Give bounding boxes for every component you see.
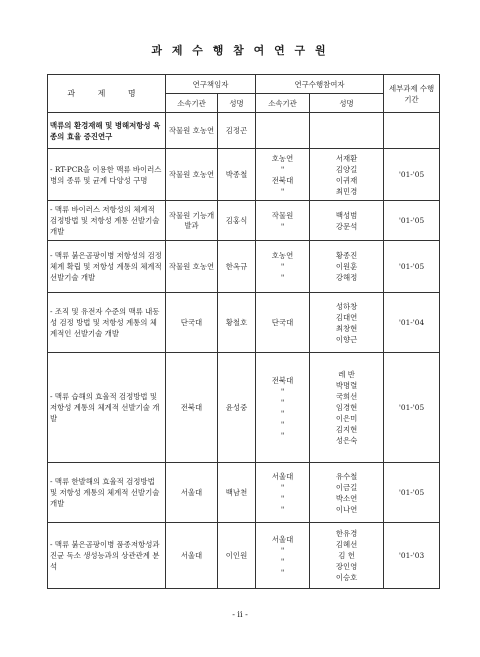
project-name: 맥류의 환경재해 및 병해저항성 육종의 효율 증진연구 <box>48 113 166 149</box>
participant-names-item: 이원훈 <box>335 262 358 271</box>
period: '01-'05 <box>384 353 440 463</box>
participant-orgs <box>256 353 310 463</box>
participant-names-item: 백성범 <box>335 210 358 220</box>
leader-org: 단국대 <box>166 293 218 353</box>
participant-orgs-item: 서울대 <box>271 471 294 481</box>
table-row <box>48 523 440 589</box>
participant-names-item: 최창현 <box>335 323 358 333</box>
participant-names-item: 장인영 <box>335 562 358 571</box>
participant-orgs-item: " <box>280 504 285 514</box>
participant-names-item: 강문석 <box>335 221 358 231</box>
participant-names-item: 이향근 <box>335 334 358 344</box>
table-row <box>48 149 440 201</box>
participant-names <box>310 241 384 293</box>
participant-names-item: 박소연 <box>335 493 358 503</box>
project-name: - 맥류 습해의 효율적 검정방법 및 저항성 계통의 체계적 선발기술 개발 <box>48 353 166 463</box>
participant-names-item: 김양길 <box>335 164 358 174</box>
participant-orgs-item: " <box>280 567 285 577</box>
participant-names-item: 김 헌 <box>338 551 355 560</box>
table-row <box>48 463 440 523</box>
participant-orgs <box>256 463 310 523</box>
project-name: - 맥류 한발해의 효율적 검정방법 및 저항성 계통의 체계적 선발기술 개발 <box>48 463 166 523</box>
participant-names-item: 김대연 <box>335 312 358 322</box>
participant-orgs <box>256 149 310 201</box>
participant-names-item: 이은미 <box>335 414 358 423</box>
participant-orgs-item: 단국대 <box>271 318 294 327</box>
leader-name: 윤성중 <box>218 353 256 463</box>
participant-orgs-item: " <box>280 545 285 555</box>
header-project: 과 제 명 <box>48 75 166 113</box>
participant-names-item: 이금길 <box>335 482 358 492</box>
participant-orgs-item: 호농연 <box>271 251 294 260</box>
header-period: 세부과제 수행기간 <box>384 75 440 113</box>
header-leader-group: 연구책임자 <box>166 75 256 94</box>
period <box>384 113 440 149</box>
participant-orgs <box>256 523 310 589</box>
participant-orgs-item: " <box>280 186 285 196</box>
participant-names <box>310 149 384 201</box>
table-row <box>48 241 440 293</box>
project-name: - 맥류 바이러스 저항성의 체계적 검정방법 및 저항성 계통 선발기술 개발 <box>48 201 166 241</box>
participant-names-item: 이귀재 <box>335 175 358 185</box>
leader-name: 이인원 <box>218 523 256 589</box>
participant-orgs-item: " <box>280 273 285 282</box>
participant-names <box>310 113 384 149</box>
participant-orgs-item: " <box>280 164 285 174</box>
table-row <box>48 353 440 463</box>
participants-table <box>47 74 440 589</box>
participant-orgs-item: " <box>280 262 285 271</box>
participant-orgs-item: " <box>280 493 285 503</box>
leader-org: 서울대 <box>166 463 218 523</box>
leader-name: 김홍식 <box>218 201 256 241</box>
header-participant-org: 소속기관 <box>256 94 310 113</box>
page-number: - ii - <box>232 610 248 619</box>
leader-name: 박종철 <box>218 149 256 201</box>
participant-names-item: 유수철 <box>335 471 358 481</box>
period: '01-'03 <box>384 523 440 589</box>
leader-org: 서울대 <box>166 523 218 589</box>
header-participant-name: 성명 <box>310 94 384 113</box>
participant-names-item: 황종진 <box>335 251 358 260</box>
leader-name: 황철호 <box>218 293 256 353</box>
period: '01-'05 <box>384 463 440 523</box>
participant-names-item: 한유경 <box>335 529 358 538</box>
participant-names <box>310 201 384 241</box>
participant-names-item: 박명렬 <box>335 381 358 390</box>
leader-name: 한옥규 <box>218 241 256 293</box>
participant-names-item: 최민경 <box>335 186 358 196</box>
participant-names <box>310 293 384 353</box>
participant-orgs-item: " <box>280 556 285 566</box>
header-leader-name: 성명 <box>218 94 256 113</box>
table-row <box>48 293 440 353</box>
participant-orgs-item: " <box>280 221 285 231</box>
participant-names-item: 이승호 <box>335 573 358 582</box>
participant-names-item: 서재환 <box>335 153 358 163</box>
participant-orgs-item: " <box>280 386 285 396</box>
participant-orgs-item: 전북대 <box>271 175 294 185</box>
participant-orgs-item: 서울대 <box>271 534 294 544</box>
participant-orgs-item: " <box>280 397 285 407</box>
leader-org: 작물원 호농연 <box>166 241 218 293</box>
table-row <box>48 113 440 149</box>
participant-names <box>310 523 384 589</box>
participant-orgs <box>256 293 310 353</box>
participant-orgs <box>256 241 310 293</box>
participant-names-item: 성하창 <box>335 301 358 311</box>
participant-names <box>310 353 384 463</box>
header-leader-org: 소속기관 <box>166 94 218 113</box>
participant-orgs-item: 호농연 <box>271 153 294 163</box>
participant-names-item: 강해정 <box>335 273 358 282</box>
project-name: - RT-PCR을 이용한 맥류 바이러스병의 종류 및 균계 다양성 구명 <box>48 149 166 201</box>
participant-orgs-item: 전북대 <box>271 375 294 385</box>
participant-names-item: 이나연 <box>335 504 358 514</box>
participant-names-item: 성은숙 <box>335 436 358 445</box>
period: '01-'04 <box>384 293 440 353</box>
participant-orgs-item: " <box>280 482 285 492</box>
leader-name: 김정곤 <box>218 113 256 149</box>
project-name: - 조직 및 유전자 수준의 맥류 내동성 검정 방법 및 저항성 계통의 체계적인 선발기술 개발 <box>48 293 166 353</box>
participant-orgs-item: " <box>280 408 285 418</box>
project-name: - 맥류 붉은곰팡이병 저항성의 검정체계 확립 및 저항성 계통의 체계적 선발기술 개발 <box>48 241 166 293</box>
leader-org: 작물원 호농연 <box>166 149 218 201</box>
table-row <box>48 201 440 241</box>
participant-names-item: 임경현 <box>335 403 358 412</box>
page-title: 과 제 수 행 참 여 연 구 원 <box>151 44 329 57</box>
participant-orgs-item: " <box>280 430 285 440</box>
participant-orgs-item: " <box>280 419 285 429</box>
table-body <box>48 113 440 589</box>
participant-orgs <box>256 201 310 241</box>
period: '01-'05 <box>384 241 440 293</box>
participant-orgs-item: 작물원 <box>271 210 294 220</box>
leader-org: 전북대 <box>166 353 218 463</box>
participant-names <box>310 463 384 523</box>
participant-orgs <box>256 113 310 149</box>
project-name: - 맥류 붉은곰팡이병 품종저항성과 진균 독소 생성능과의 상관관계 분석 <box>48 523 166 589</box>
participant-names-item: 레 반 <box>338 370 355 379</box>
leader-org: 작물원 호농연 <box>166 113 218 149</box>
participant-names-item: 국희선 <box>335 392 358 401</box>
leader-name: 백남천 <box>218 463 256 523</box>
period: '01-'05 <box>384 149 440 201</box>
participant-names-item: 김혜선 <box>335 540 358 549</box>
leader-org: 작물원 기능개발과 <box>166 201 218 241</box>
participant-names-item: 김지현 <box>335 425 358 434</box>
period: '01-'05 <box>384 201 440 241</box>
header-participant-group: 연구수행참여자 <box>256 75 384 94</box>
